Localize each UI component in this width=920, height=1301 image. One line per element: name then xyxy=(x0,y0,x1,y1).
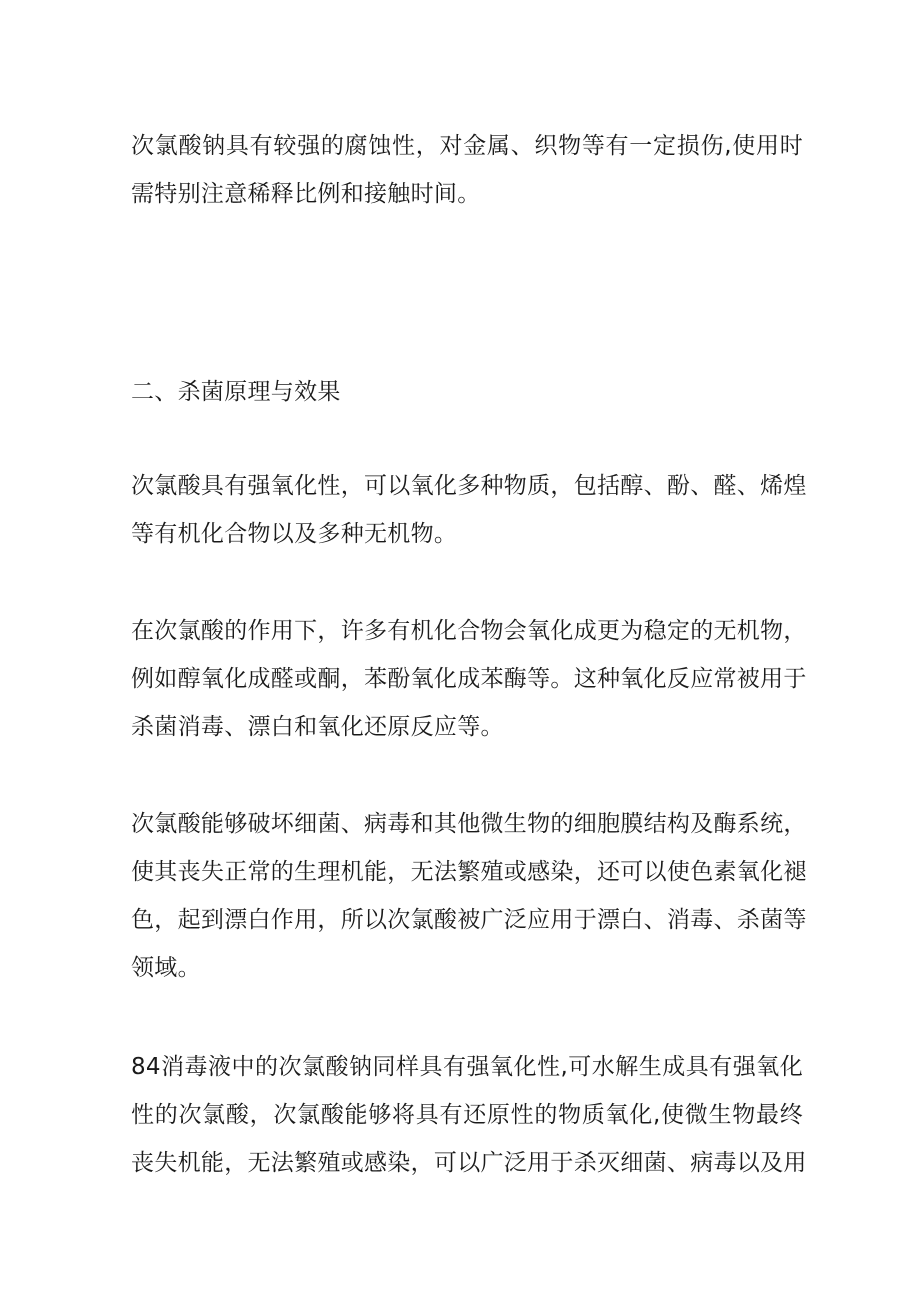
text-line: 丧失机能，无法繁殖或感染，可以广泛用于杀灭细菌、病毒以及用 xyxy=(131,1150,807,1176)
text-line: 色，起到漂白作用，所以次氯酸被广泛应用于漂白、消毒、杀菌等 xyxy=(131,907,807,933)
text-line: 次氯酸能够破坏细菌、病毒和其他微生物的细胞膜结构及酶系统， xyxy=(131,811,807,837)
text-line: 领域。 xyxy=(131,955,201,981)
text-line: 次氯酸钠具有较强的腐蚀性，对金属、织物等有一定损伤,使用时 xyxy=(131,133,803,159)
paragraph-microbe-destruction xyxy=(131,800,807,992)
section-heading-text: 二、杀菌原理与效果 xyxy=(131,379,341,405)
paragraph-oxidation-examples xyxy=(131,607,807,751)
paragraph-corrosion-warning xyxy=(131,122,803,218)
text-line: 84消毒液中的次氯酸钠同样具有强氧化性,可水解生成具有强氧化 xyxy=(131,1054,803,1080)
paragraph-oxidizing-property xyxy=(131,462,807,558)
paragraph-84-disinfectant xyxy=(131,1043,807,1187)
text-line: 性的次氯酸，次氯酸能够将具有还原性的物质氧化,使微生物最终 xyxy=(131,1102,803,1128)
text-line: 次氯酸具有强氧化性，可以氧化多种物质，包括醇、酚、醛、烯煌 xyxy=(131,473,807,499)
text-line: 需特别注意稀释比例和接触时间。 xyxy=(131,181,481,207)
section-heading xyxy=(131,368,803,416)
text-line: 例如醇氧化成醛或酮，苯酚氧化成苯酶等。这种氧化反应常被用于 xyxy=(131,666,807,692)
text-line: 使其丧失正常的生理机能，无法繁殖或感染，还可以使色素氧化褪 xyxy=(131,859,807,885)
text-line: 在次氯酸的作用下，许多有机化合物会氧化成更为稳定的无机物， xyxy=(131,618,807,644)
text-line: 等有机化合物以及多种无机物。 xyxy=(131,521,458,547)
text-line: 杀菌消毒、漂白和氧化还原反应等。 xyxy=(131,714,504,740)
